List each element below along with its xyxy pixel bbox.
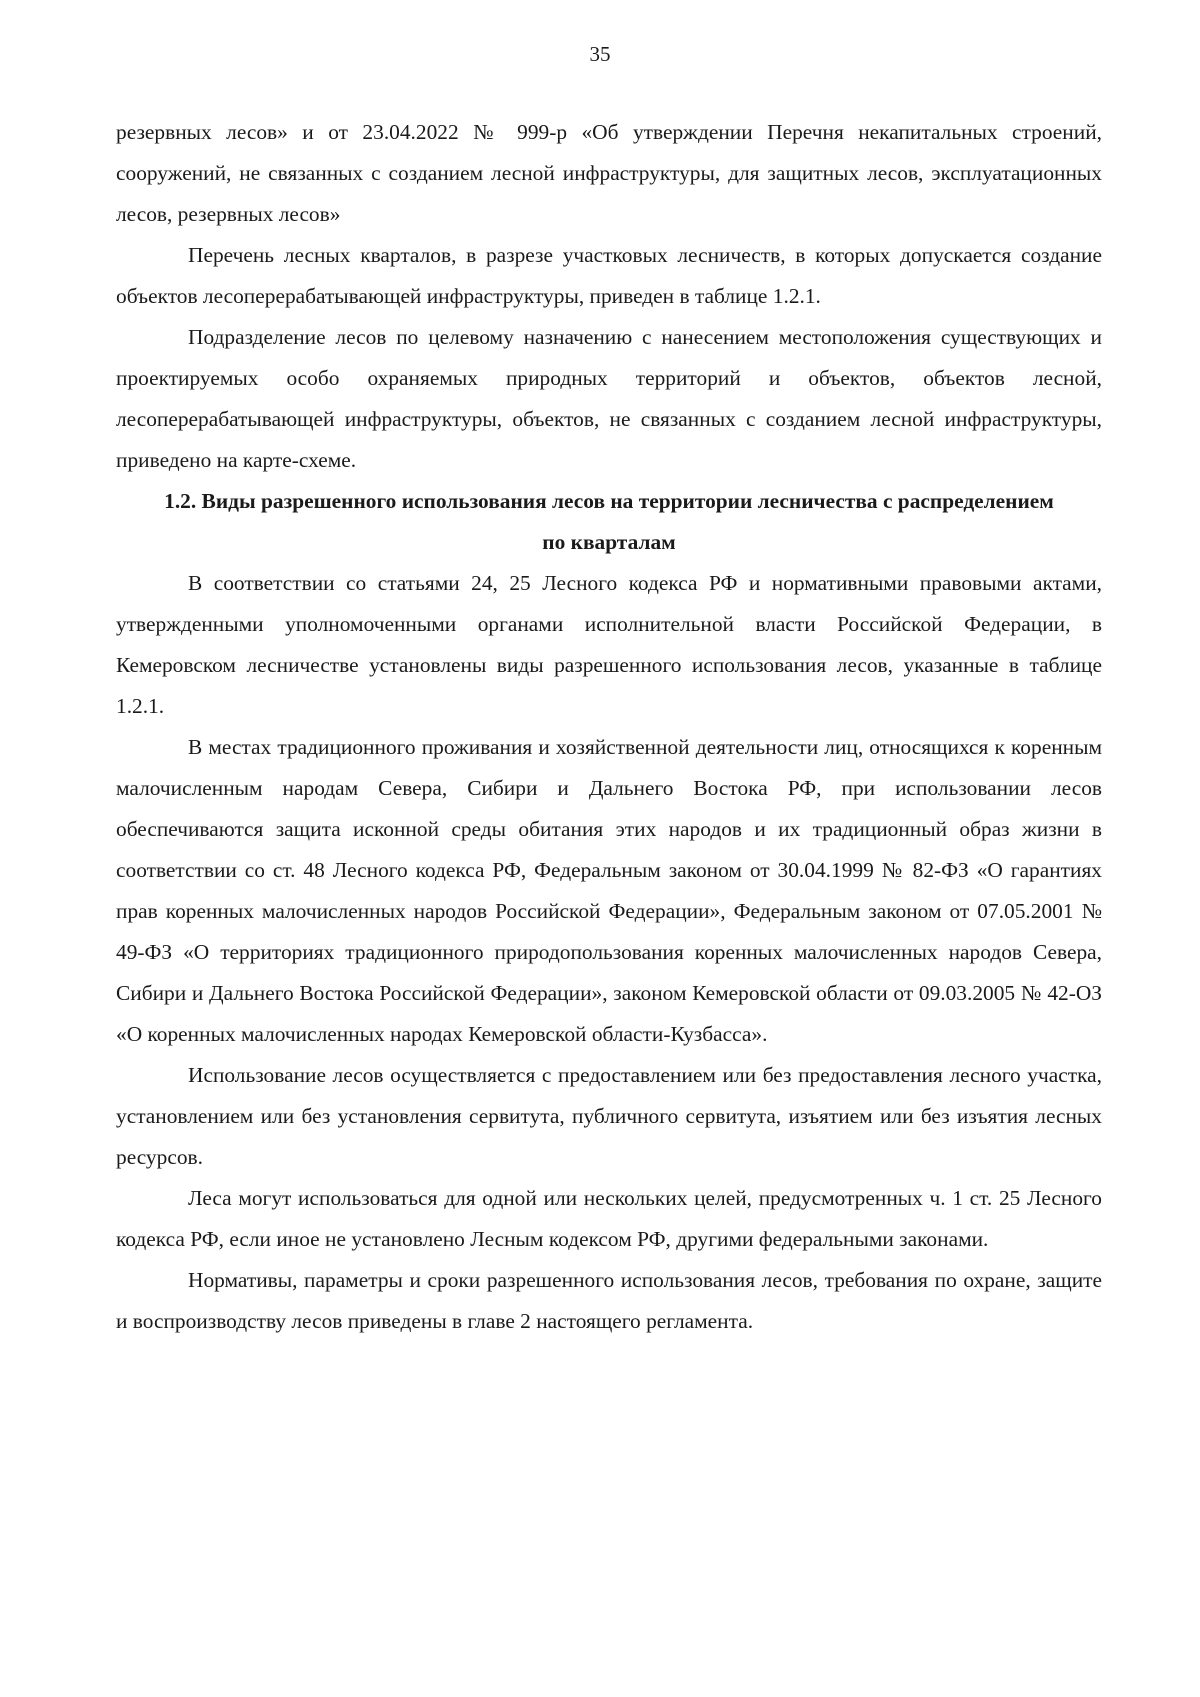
paragraph-indigenous-peoples: В местах традиционного проживания и хозяйственной деятельности лиц, относящихся к коренным малочисленным народам Севера, Сибири и Дальнего Востока РФ, при использовании лесов обеспечиваются защита исконной среды обитания этих народов и их традиционный образ жизни в соответствии со ст. 48 Лесного кодекса РФ, Федеральным законом от 30.04.1999 № 82-ФЗ «О гарантиях прав коренных малочисленных народов Российской Федерации», Федеральным законом от 07.05.2001 № 49-ФЗ «О территориях традиционного природопользования коренных малочисленных народов Севера, Сибири и Дальнего Востока Российской Федерации», законом Кемеровской области от 09.03.2005 № 42-ОЗ «О коренных малочисленных народах Кемеровской области-Кузбасса».: [116, 735, 1102, 1046]
paragraph-multiple-purposes: Леса могут использоваться для одной или нескольких целей, предусмотренных ч. 1 ст. 25 Лесного кодекса РФ, если иное не установлено Лесным кодексом РФ, другими федеральными законами.: [116, 1186, 1102, 1251]
paragraph-quarters-list: Перечень лесных кварталов, в разрезе участковых лесничеств, в которых допускается создание объектов лесоперерабатывающей инфраструктуры, приведен в таблице 1.2.1.: [116, 243, 1102, 308]
paragraph-forest-usage: Использование лесов осуществляется с предоставлением или без предоставления лесного участка, установлением или без установления сервитута, публичного сервитута, изъятием или без изъятия лесных ресурсов.: [116, 1063, 1102, 1169]
paragraph-permitted-uses: В соответствии со статьями 24, 25 Лесного кодекса РФ и нормативными правовыми актами, утвержденными уполномоченными органами исполнительной власти Российской Федерации, в Кемеровском лесничестве установлены виды разрешенного использования лесов, указанные в таблице 1.2.1.: [116, 571, 1102, 718]
page-number: 35: [589, 42, 611, 66]
section-heading: 1.2. Виды разрешенного использования лесов на территории лесничества с распределением по кварталам: [164, 489, 1054, 554]
paragraph-forest-subdivision: Подразделение лесов по целевому назначению с нанесением местоположения существующих и проектируемых особо охраняемых природных территорий и объектов, объектов лесной, лесоперерабатывающей инфраструктуры, объектов, не связанных с созданием лесной инфраструктуры, приведено на карте-схеме.: [116, 325, 1102, 472]
paragraph-norms-reference: Нормативы, параметры и сроки разрешенного использования лесов, требования по охране, защите и воспроизводству лесов приведены в главе 2 настоящего регламента.: [116, 1268, 1102, 1333]
document-body: [116, 112, 1102, 1342]
paragraph-continuation: резервных лесов» и от 23.04.2022 № 999-р «Об утверждении Перечня некапитальных строений, сооружений, не связанных с созданием лесной инфраструктуры, для защитных лесов, эксплуатационных лесов, резервных лесов»: [116, 120, 1102, 226]
